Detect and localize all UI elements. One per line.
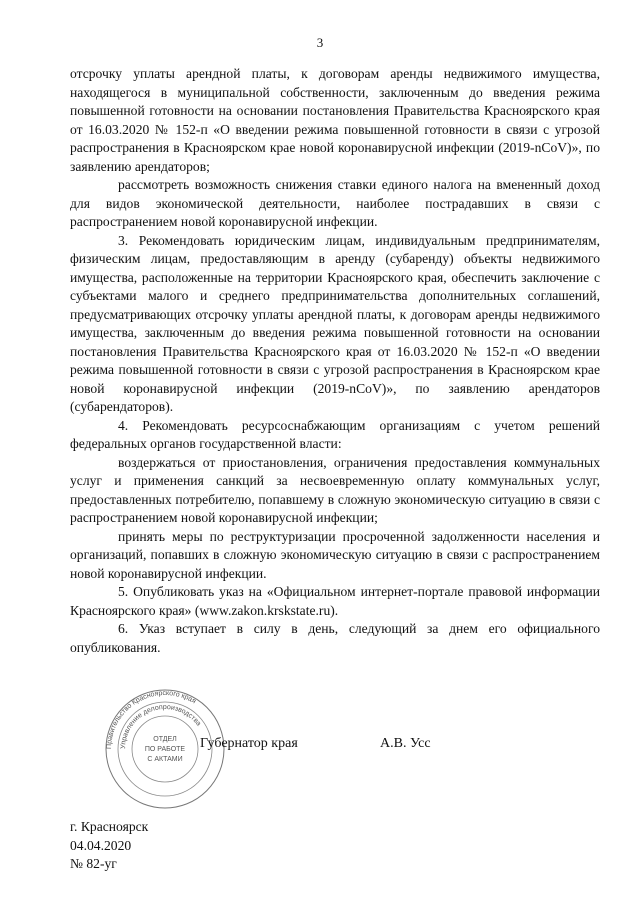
paragraph-4: 4. Рекомендовать ресурсоснабжающим организациям с учетом решений федеральных органов государственной власти:: [70, 417, 600, 451]
paragraph-2: рассмотреть возможность снижения ставки единого налога на вмененный доход для видов экономической деятельности, наиболее пострадавших в связи с распространением новой коронавирусной инфекции.: [70, 177, 600, 229]
stamp-center-line-3: С АКТАМИ: [147, 756, 183, 763]
document-footer: [70, 818, 148, 874]
page-number: 3: [316, 35, 324, 50]
stamp-center-line-1: ОТДЕЛ: [153, 736, 177, 743]
footer-number: № 82-уг: [70, 856, 117, 871]
footer-city: г. Красноярск: [70, 819, 149, 834]
paragraph-8: 6. Указ вступает в силу в день, следующий за днем его официального опубликования.: [70, 621, 600, 655]
paragraph-3: 3. Рекомендовать юридическим лицам, индивидуальным предпринимателям, физическим лицам, предоставляющим в аренду (субаренду) объекты недвижимого имущества, расположенные на территории Красноярского края, обеспечить заключение с субъектами малого и среднего предпринимательства дополнительных соглашений, предусматривающих отсрочку уплаты арендной платы, к договорам аренды недвижимого имущества, заключенным до введения режима повышенной готовности на основании постановления Правительства Красноярского края от 16.03.2020 № 152-п «О введении режима повышенной готовности в связи с угрозой распространения в Красноярском крае новой коронавирусной инфекции (2019-nCoV)», по заявлению арендаторов (субарендаторов).: [70, 232, 600, 414]
paragraph-5: воздержаться от приостановления, ограничения предоставления коммунальных услуг и применения санкций за несвоевременную оплату коммунальных услуг, предоставленных потребителю, попавшему в сложную экономическую ситуацию в связи с распространением новой коронавирусной инфекции;: [70, 454, 600, 525]
stamp-outer-text: Правительство Красноярского края: [105, 689, 197, 750]
signatory-name: А.В. Усс: [380, 736, 431, 751]
stamp-center-line-2: ПО РАБОТЕ: [144, 746, 186, 753]
signatory-title: Губернатор края: [200, 736, 298, 751]
stamp-inner-text: Управление делопроизводства: [119, 703, 202, 750]
document-body: [70, 65, 600, 657]
paragraph-7: 5. Опубликовать указ на «Официальном интернет-портале правовой информации Красноярского края» (www.zakon.krskstate.ru).: [70, 584, 600, 618]
footer-date: 04.04.2020: [70, 837, 132, 853]
paragraph-6: принять меры по реструктуризации просроченной задолженности населения и организаций, попавших в сложную экономическую ситуацию в связи с распространением новой коронавирусной инфекции.: [70, 528, 600, 581]
paragraph-1: отсрочку уплаты арендной платы, к договорам аренды недвижимого имущества, находящегося в муниципальной собственности, заключенным до введения режима повышенной готовности на основании постановления Правительства Красноярского края от 16.03.2020 № 152-п «О введении режима повышенной готовности в связи с угрозой распространения в Красноярском крае новой коронавирусной инфекции (2019-nCoV)», по заявлению арендаторов;: [70, 66, 600, 174]
